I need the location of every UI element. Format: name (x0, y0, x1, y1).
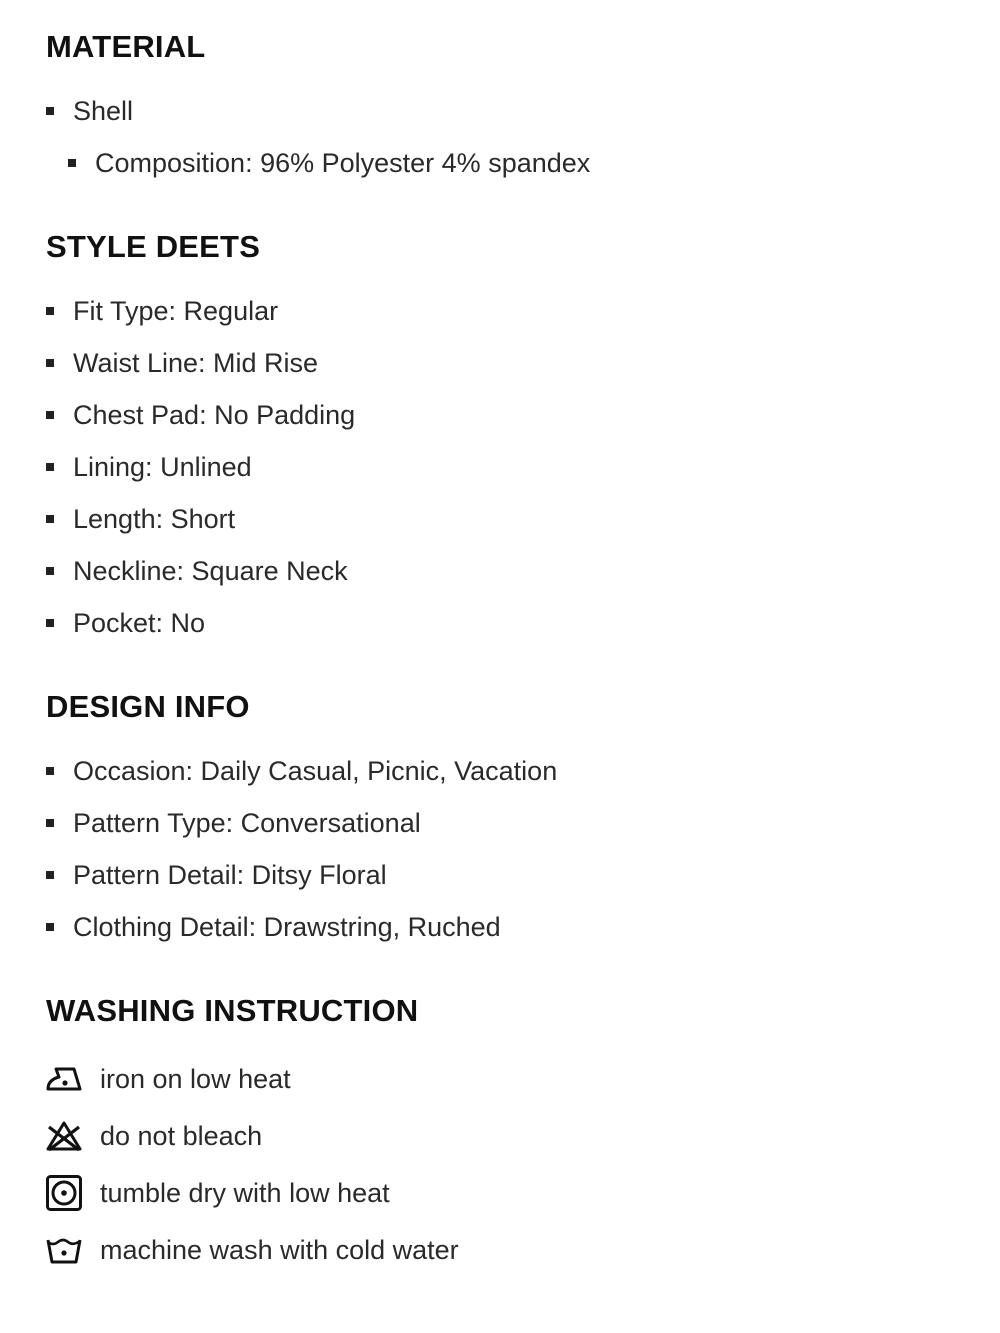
do-not-bleach-icon (44, 1116, 84, 1156)
bullet (46, 515, 54, 523)
list-item-fit-type (46, 296, 278, 326)
bullet (46, 567, 54, 575)
list-item-label: Pattern Type: Conversational (73, 807, 421, 838)
section-title-washing-instruction: WASHING INSTRUCTION (46, 993, 419, 1028)
list-item-pattern-type (46, 808, 421, 838)
list-item-shell (46, 96, 133, 126)
list-item-label: Composition: 96% Polyester 4% spandex (95, 147, 591, 178)
list-item-label: Shell (73, 95, 134, 126)
bullet (46, 819, 54, 827)
list-item-composition (68, 148, 590, 178)
list-item-occasion (46, 756, 557, 786)
list-item-label: Clothing Detail: Drawstring, Ruched (73, 911, 501, 942)
bullet (46, 463, 54, 471)
bullet (46, 923, 54, 931)
bullet (46, 307, 54, 315)
list-item-pattern-detail (46, 860, 387, 890)
list-item-lining (46, 452, 252, 482)
list-item-label: Chest Pad: No Padding (73, 399, 356, 430)
list-item-label: Neckline: Square Neck (73, 555, 348, 586)
bullet (46, 359, 54, 367)
list-item-label: Pattern Detail: Ditsy Floral (73, 859, 387, 890)
wash-item-tumble-dry (44, 1173, 390, 1213)
wash-item-label: machine wash with cold water (100, 1234, 459, 1265)
bullet (46, 619, 54, 627)
wash-item-iron (44, 1059, 291, 1099)
list-item-label: Pocket: No (73, 607, 206, 638)
section-title-design-info: DESIGN INFO (46, 689, 250, 724)
tumble-dry-low-icon (44, 1173, 84, 1213)
list-item-label: Length: Short (73, 503, 236, 534)
list-item-label: Waist Line: Mid Rise (73, 347, 319, 378)
list-item-label: Lining: Unlined (73, 451, 252, 482)
list-item-pocket (46, 608, 205, 638)
wash-item-label: do not bleach (100, 1120, 263, 1151)
list-item-waist-line (46, 348, 318, 378)
list-item-label: Occasion: Daily Casual, Picnic, Vacation (73, 755, 558, 786)
wash-item-label: iron on low heat (100, 1063, 291, 1094)
section-title-material: MATERIAL (46, 29, 206, 64)
wash-item-machine-wash (44, 1230, 459, 1270)
list-item-chest-pad (46, 400, 355, 430)
wash-item-bleach (44, 1116, 262, 1156)
list-item-neckline (46, 556, 348, 586)
bullet (68, 159, 76, 167)
iron-low-heat-icon (44, 1059, 84, 1099)
list-item-length (46, 504, 235, 534)
section-title-style-deets: STYLE DEETS (46, 229, 261, 264)
machine-wash-cold-icon (44, 1230, 84, 1270)
wash-item-label: tumble dry with low heat (100, 1177, 390, 1208)
bullet (46, 411, 54, 419)
bullet (46, 767, 54, 775)
bullet (46, 871, 54, 879)
list-item-clothing-detail (46, 912, 501, 942)
bullet (46, 107, 54, 115)
list-item-label: Fit Type: Regular (73, 295, 279, 326)
